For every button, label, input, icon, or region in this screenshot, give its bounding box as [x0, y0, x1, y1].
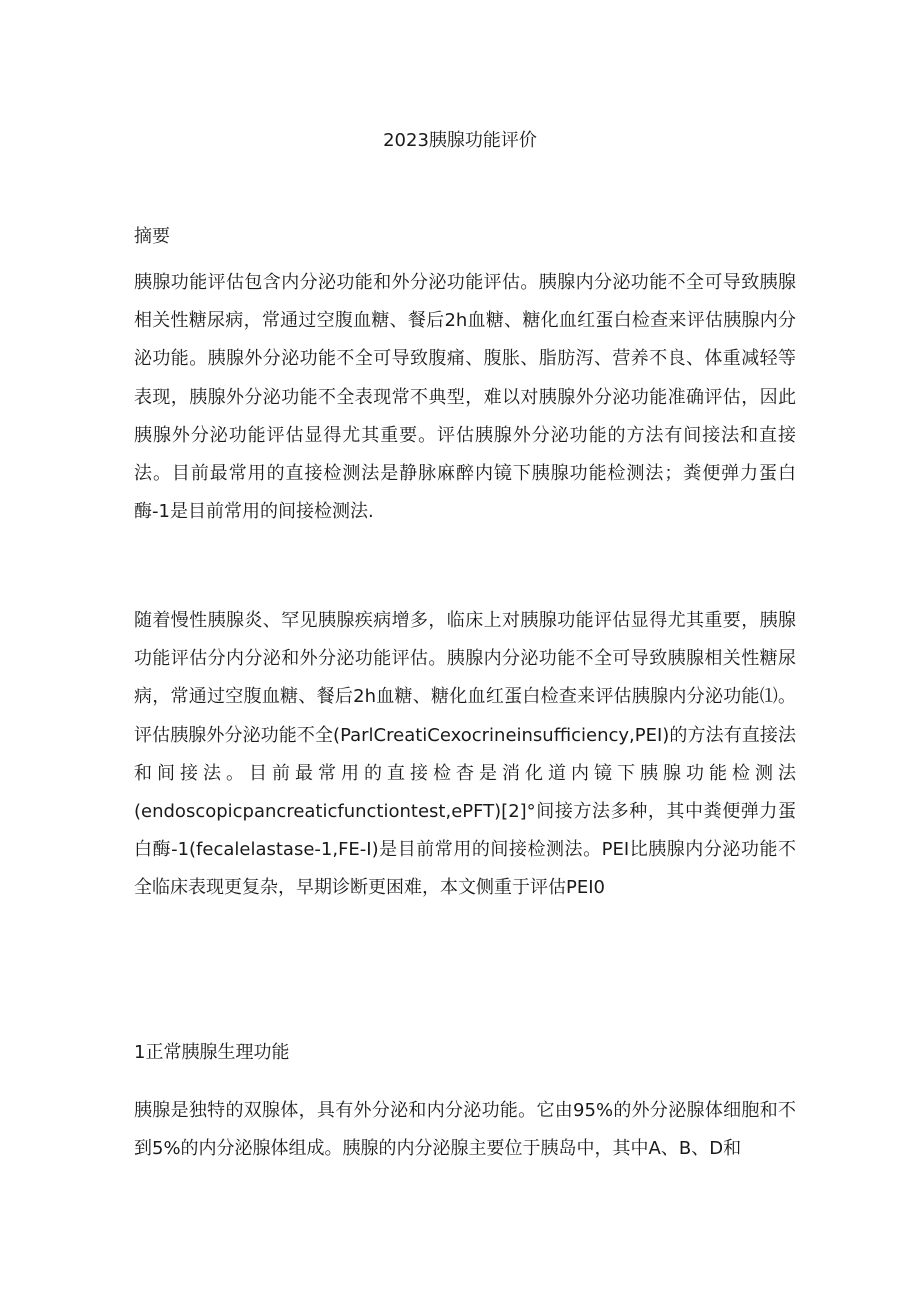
document-title: 2023胰腺功能评价: [383, 130, 537, 151]
abstract-paragraph: 胰腺功能评估包含内分泌功能和外分泌功能评估。胰腺内分泌功能不全可导致胰腺相关性糖尿病，常通过空腹血糖、餐后2h血糖、糖化血红蛋白检查来评估胰腺内分泌功能。胰腺外分泌功能不全可导致腹痛、腹胀、脂肪泻、营养不良、体重减轻等表现，胰腺外分泌功能不全表现常不典型，难以对胰腺外分泌功能准确评估，因此胰腺外分泌功能评估显得尤其重要。评估胰腺外分泌功能的方法有间接法和直接法。目前最常用的直接检测法是静脉麻醉内镜下胰腺功能检测法；粪便弹力蛋白酶-1是目前常用的间接检测法.: [134, 272, 796, 523]
abstract-heading: 摘要: [134, 226, 170, 247]
section-paragraph: 胰腺是独特的双腺体，具有外分泌和内分泌功能。它由95%的外分泌腺体细胞和不到5%的内分泌腺体组成。胰腺的内分泌腺主要位于胰岛中，其中A、B、D和: [134, 1100, 796, 1160]
introduction-paragraph: 随着慢性胰腺炎、罕见胰腺疾病增多，临床上对胰腺功能评估显得尤其重要，胰腺功能评估分内分泌和外分泌功能评估。胰腺内分泌功能不全可导致胰腺相关性糖尿病，常通过空腹血糖、餐后2h血糖、糖化血红蛋白检查来评估胰腺内分泌功能⑴。评估胰腺外分泌功能不全(ParlCreatiCexocrineinsufficiency,PEI)的方法有直接法和间接法。目前最常用的直接检杳是消化道内镜下胰腺功能检测法(endoscopicpancreaticfunctiontest,ePFT)[2]°间接方法多种，其中粪便弹力蛋白酶-1(fecalelastase-1,FE-I)是目前常用的间接检测法。PEI比胰腺内分泌功能不全临床表现更复杂，早期诊断更困难，本文侧重于评估PEI0: [134, 610, 796, 899]
section-heading: 1正常胰腺生理功能: [134, 1042, 290, 1063]
